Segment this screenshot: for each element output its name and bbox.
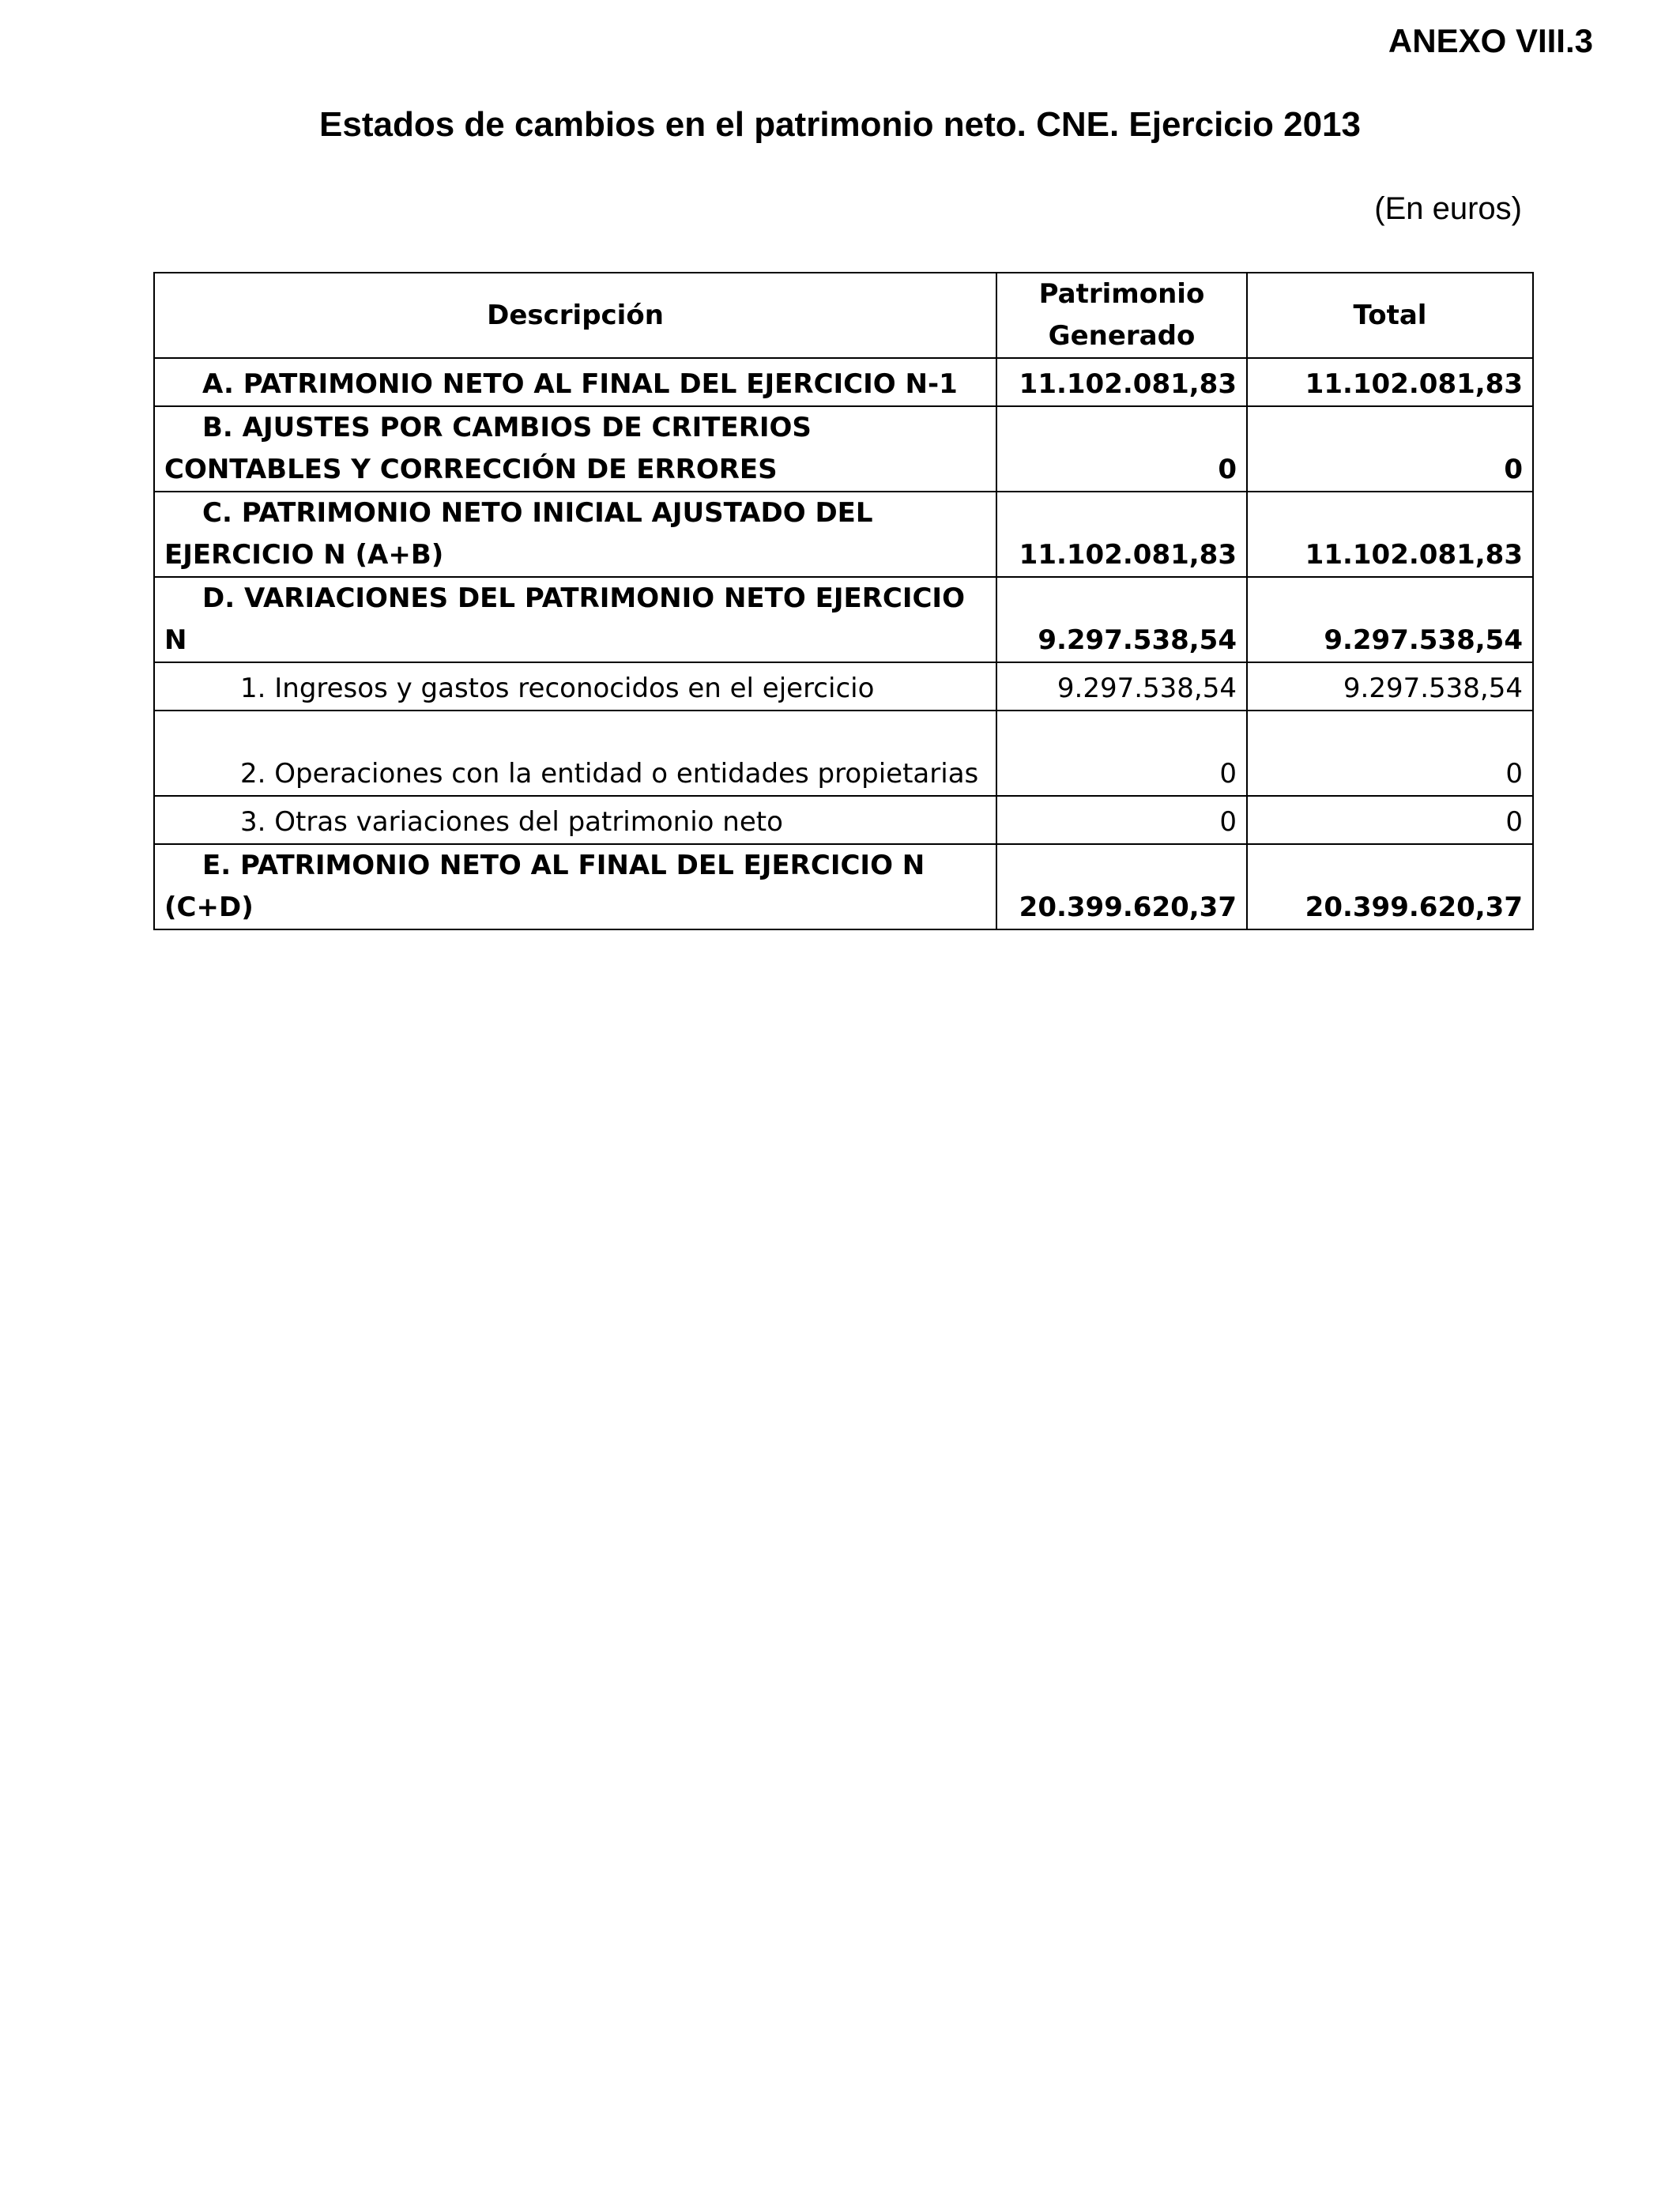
row-description-text: C. PATRIMONIO NETO INICIAL AJUSTADO DEL EJERCICIO N (A+B)	[164, 497, 873, 571]
currency-units-note: (En euros)	[1374, 191, 1522, 226]
row-description-text: E. PATRIMONIO NETO AL FINAL DEL EJERCICIO N (C+D)	[164, 850, 925, 923]
row-value-total: 11.102.081,83	[1247, 492, 1533, 577]
row-description-text: 2. Operaciones con la entidad o entidades propietarias	[240, 758, 979, 790]
row-description-text: D. VARIACIONES DEL PATRIMONIO NETO EJERCICIO N	[164, 582, 965, 656]
row-description-text: 3. Otras variaciones del patrimonio neto	[240, 806, 783, 838]
row-description	[154, 492, 996, 577]
equity-changes-table	[153, 272, 1534, 930]
row-value-total: 11.102.081,83	[1247, 358, 1533, 406]
row-value-patrimonio-generado: 9.297.538,54	[996, 577, 1247, 662]
row-value-total: 9.297.538,54	[1247, 577, 1533, 662]
row-value-patrimonio-generado: 20.399.620,37	[996, 844, 1247, 929]
table-row	[154, 796, 1533, 844]
row-description	[154, 358, 996, 406]
row-description-text: A. PATRIMONIO NETO AL FINAL DEL EJERCICIO N-1	[202, 368, 958, 400]
table-row	[154, 577, 1533, 662]
row-value-patrimonio-generado: 0	[996, 711, 1247, 796]
column-header-total: Total	[1247, 273, 1533, 358]
table-row	[154, 358, 1533, 406]
row-value-patrimonio-generado: 9.297.538,54	[996, 662, 1247, 711]
row-value-total: 0	[1247, 406, 1533, 492]
document-title: Estados de cambios en el patrimonio neto. CNE. Ejercicio 2013	[319, 105, 1361, 144]
row-value-total: 0	[1247, 796, 1533, 844]
row-description	[154, 662, 996, 711]
row-value-patrimonio-generado: 0	[996, 796, 1247, 844]
row-value-patrimonio-generado: 0	[996, 406, 1247, 492]
table-row	[154, 406, 1533, 492]
row-value-total: 0	[1247, 711, 1533, 796]
row-description-text: B. AJUSTES POR CAMBIOS DE CRITERIOS CONTABLES Y CORRECCIÓN DE ERRORES	[164, 412, 812, 485]
column-header-patrimonio-generado: Patrimonio Generado	[996, 273, 1247, 358]
row-value-total: 9.297.538,54	[1247, 662, 1533, 711]
table-header-row	[154, 273, 1533, 358]
column-header-description: Descripción	[154, 273, 996, 358]
row-value-patrimonio-generado: 11.102.081,83	[996, 358, 1247, 406]
row-value-total: 20.399.620,37	[1247, 844, 1533, 929]
row-description	[154, 796, 996, 844]
annex-label: ANEXO VIII.3	[1388, 22, 1593, 59]
row-description	[154, 406, 996, 492]
table-row	[154, 492, 1533, 577]
row-description	[154, 577, 996, 662]
table-row	[154, 711, 1533, 796]
table-row	[154, 662, 1533, 711]
row-description-text: 1. Ingresos y gastos reconocidos en el ejercicio	[240, 673, 875, 704]
row-description	[154, 711, 996, 796]
row-value-patrimonio-generado: 11.102.081,83	[996, 492, 1247, 577]
row-description	[154, 844, 996, 929]
table-row	[154, 844, 1533, 929]
